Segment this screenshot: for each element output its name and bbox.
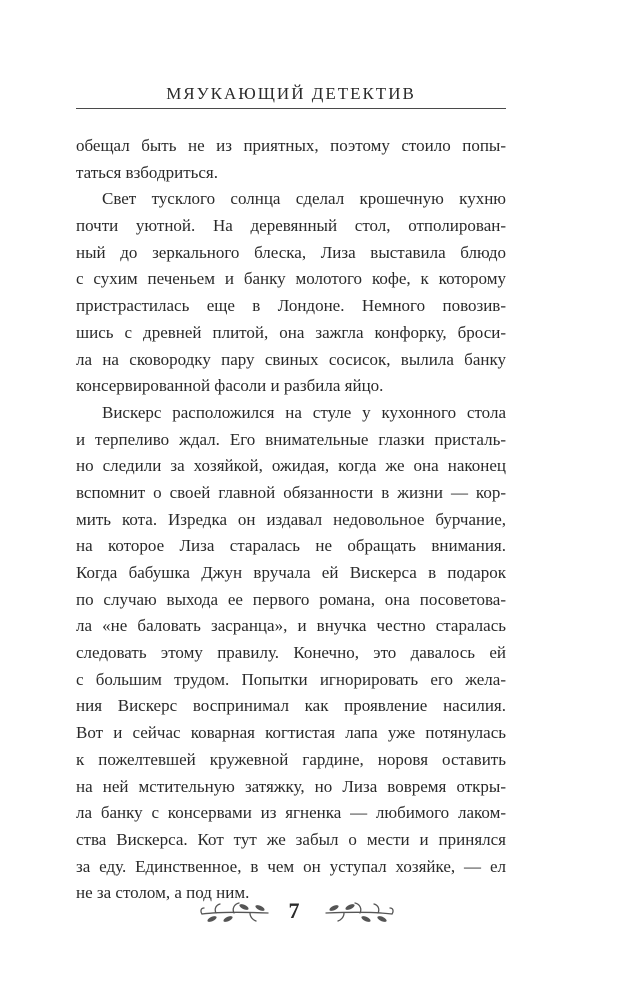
text-line: почти уютной. На деревянный стол, отполирован- (76, 216, 506, 236)
text-line: не за столом, а под ним. (76, 883, 250, 903)
text-line: Вискерс расположился на стуле у кухонного стола (102, 402, 506, 422)
text-line: и терпеливо ждал. Его внимательные глазки присталь- (76, 429, 506, 449)
text-line: но следили за хозяйкой, ожидая, когда же она наконец (76, 456, 506, 476)
text-line: Свет тусклого солнца сделал крошечную кухню (102, 189, 506, 209)
text-line: ния Вискерс воспринимал как проявление насилия. (76, 696, 506, 716)
text-line: за еду. Единственное, в чем он уступал хозяйке, — ел (76, 856, 506, 876)
text-line: с сухим печеньем и банку молотого кофе, к которому (76, 269, 506, 289)
text-line: с большим трудом. Попытки игнорировать его жела- (76, 669, 506, 689)
text-line: следовать этому правилу. Конечно, это давалось ей (76, 643, 506, 663)
text-line: на которое Лиза старалась не обращать внимания. (76, 536, 506, 556)
text-line: таться взбодриться. (76, 162, 218, 182)
text-line: Вот и сейчас коварная когтистая лапа уже потянулась (76, 723, 506, 743)
text-line: ла банку с консервами из ягненка — любимого лаком- (76, 803, 506, 823)
text-line: шись с древней плитой, она зажгла конфорку, броси- (76, 322, 506, 342)
text-line: к пожелтевшей кружевной гардине, норовя оставить (76, 749, 506, 769)
text-line: на ней мстительную затяжку, но Лиза вовремя откры- (76, 776, 506, 796)
body-text (76, 133, 506, 907)
page-number: 7 (288, 898, 300, 923)
header-rule (76, 108, 506, 109)
text-line: обещал быть не из приятных, поэтому стоило попы- (76, 136, 506, 155)
page-footer (0, 897, 619, 927)
text-line: ла на сковородку пару свиных сосисок, вылила банку (76, 349, 506, 369)
running-header: МЯУКАЮЩИЙ ДЕТЕКТИВ (166, 84, 416, 103)
text-line: ный до зеркального блеска, Лиза выставила блюдо (76, 242, 506, 262)
text-line: консервированной фасоли и разбила яйцо. (76, 376, 384, 396)
text-line: по случаю выхода ее первого романа, она посоветова- (76, 589, 506, 609)
leaf-ornament-left-icon (198, 899, 272, 925)
text-line: мить кота. Изредка он издавал недовольное бурчание, (76, 509, 506, 529)
text-line: пристрастилась еще в Лондоне. Немного повозив- (76, 296, 506, 316)
text-line: ла «не баловать засранца», и внучка честно старалась (76, 616, 506, 636)
text-line: Когда бабушка Джун вручала ей Вискерса в подарок (76, 563, 506, 582)
text-line: ства Вискерса. Кот тут же забыл о мести и принялся (76, 829, 506, 849)
text-line: вспомнит о своей главной обязанности в жизни — кор- (76, 482, 506, 502)
leaf-ornament-right-icon (322, 899, 396, 925)
